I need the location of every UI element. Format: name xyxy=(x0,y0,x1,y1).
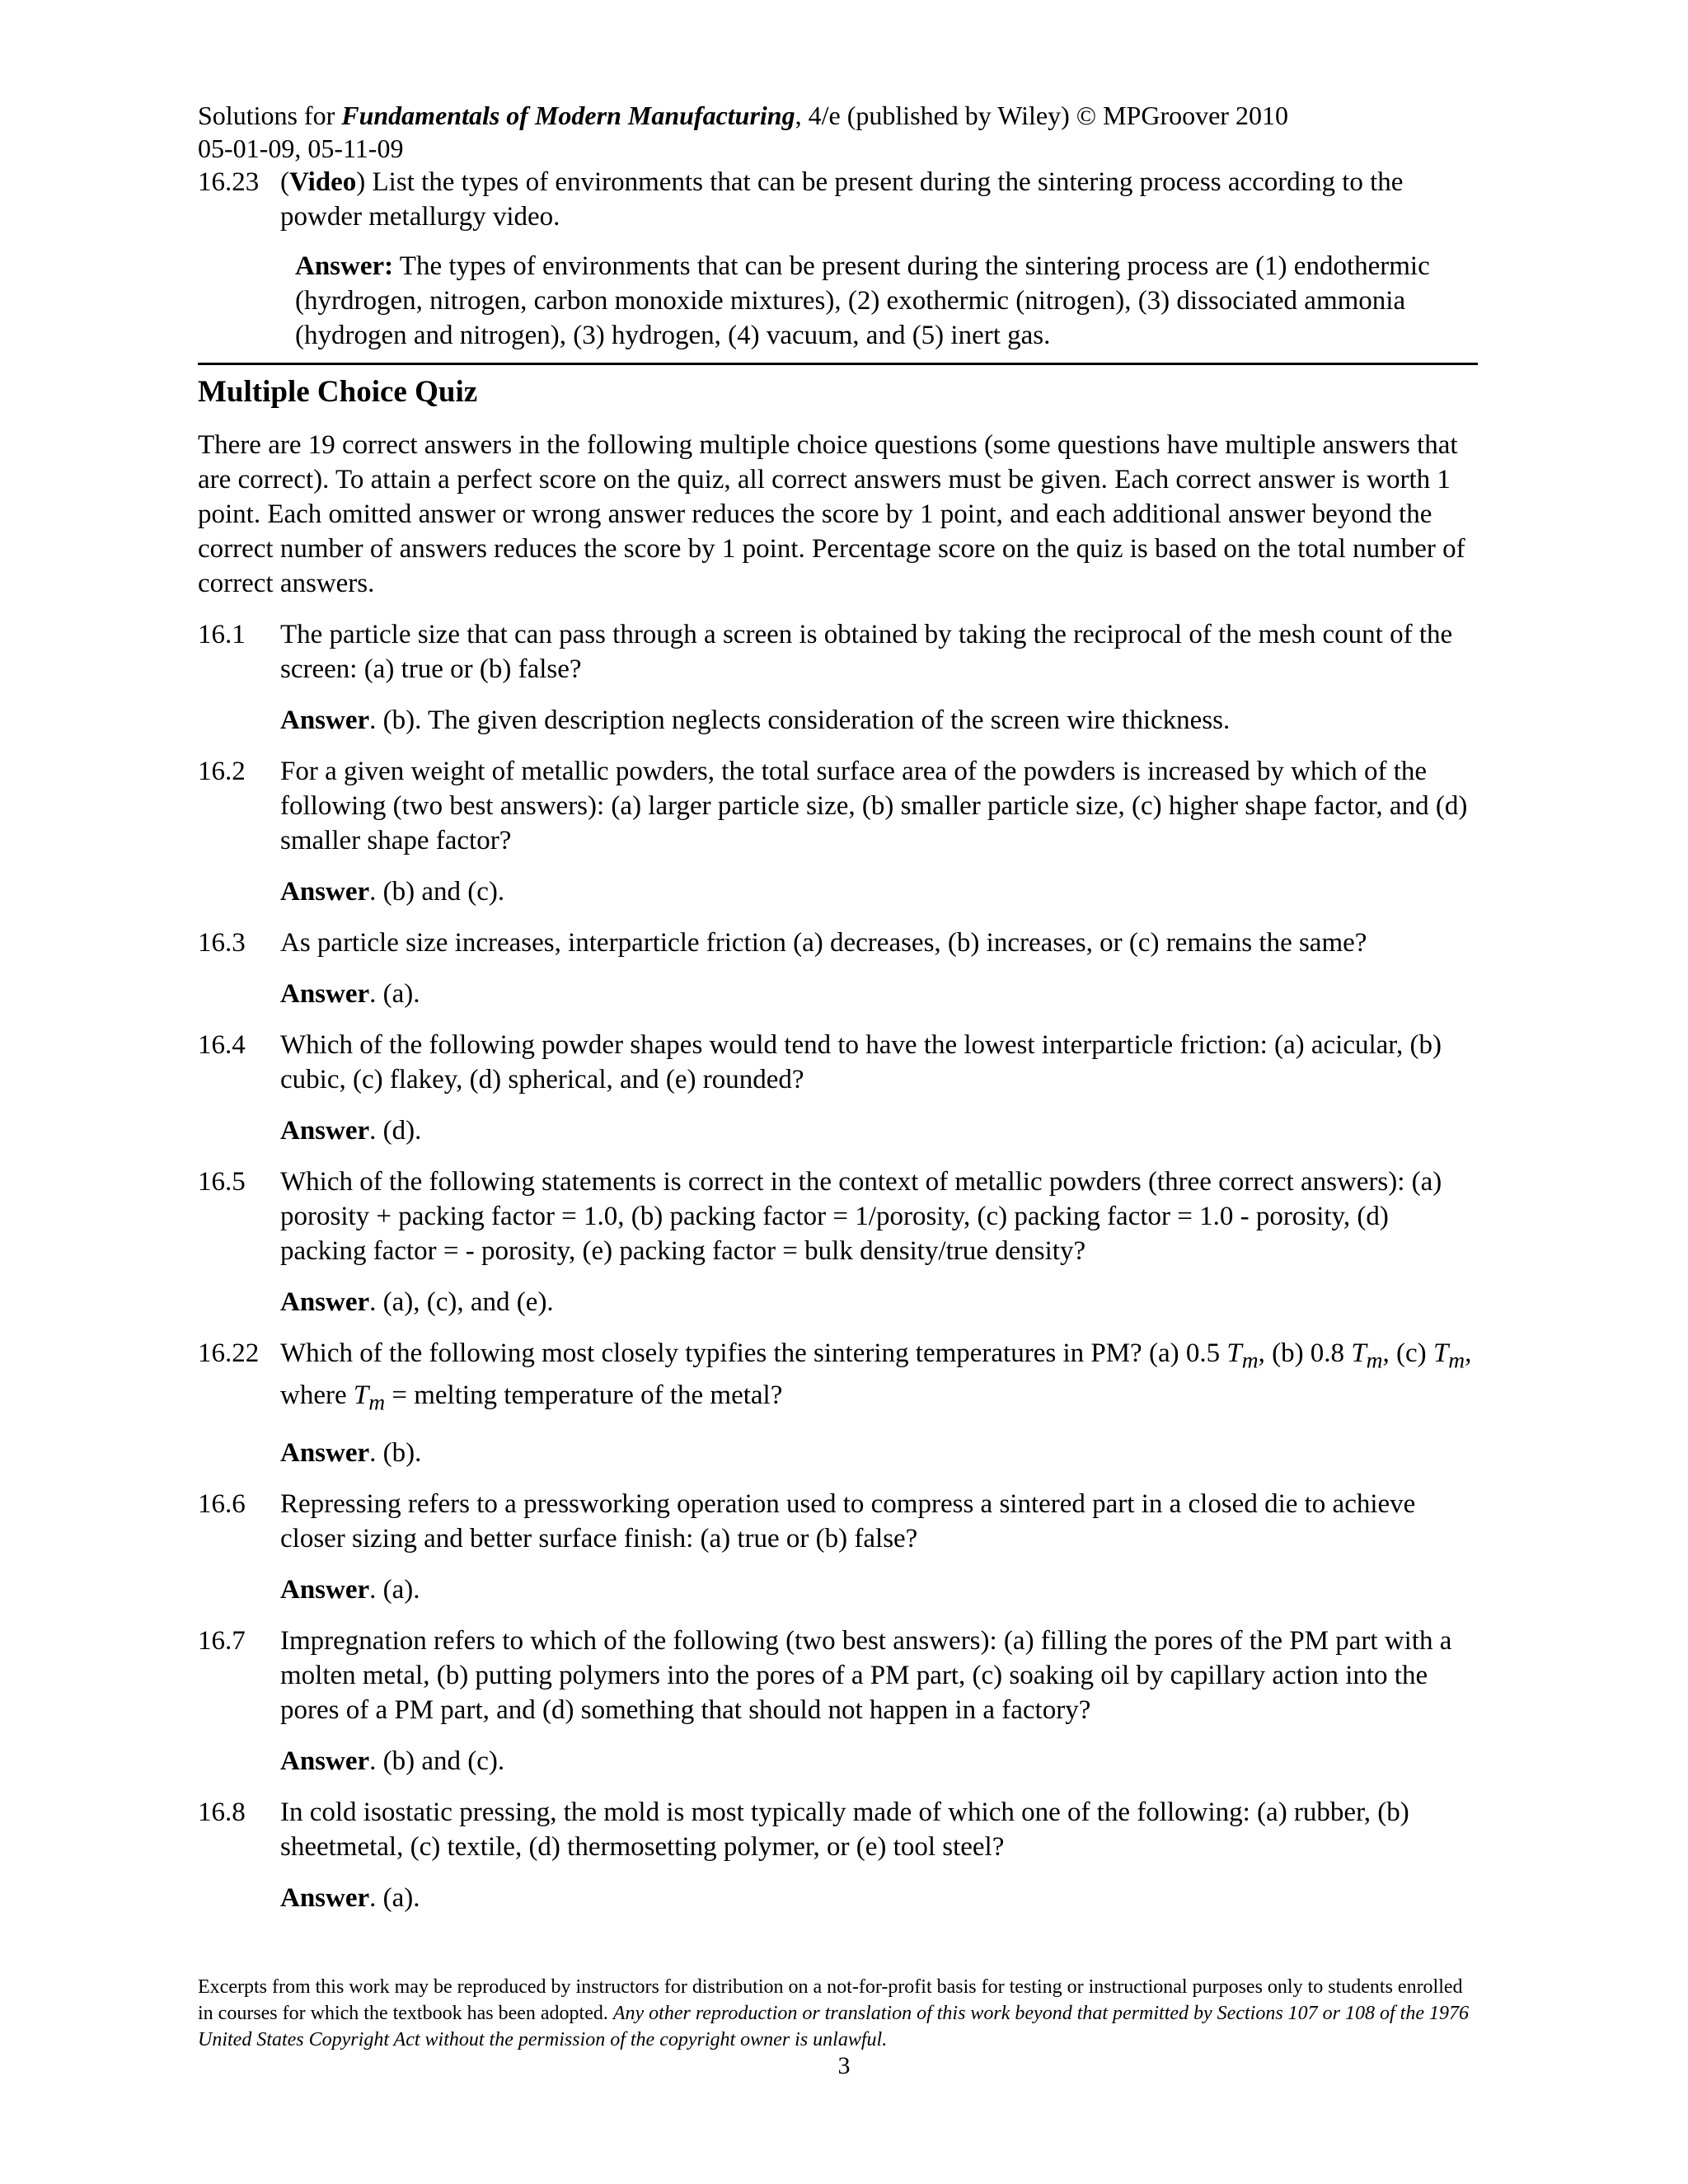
question-number: 16.4 xyxy=(198,1030,246,1060)
book-title: Fundamentals of Modern Manufacturing xyxy=(341,101,795,130)
answer-text: . (b) and (c). xyxy=(369,877,505,907)
question-text: Impregnation refers to which of the following (two best answers): (a) filling the pores of the PM part with a molten metal, (b) putting polymers into the pores of a PM part, (c) soaking oil by capillary action into the pores of a PM part, and (d) something that should not happen in a factory? xyxy=(280,1626,1452,1726)
document-page xyxy=(198,99,1478,1932)
answer xyxy=(280,977,1478,1011)
footer-notice: Excerpts from this work may be reproduced by instructors for distribution on a not-for-profit basis for testing or instructional purposes only to students enrolled in courses for which the textbook has been adopted. xyxy=(198,1976,1463,2024)
answer-label: Answer xyxy=(280,705,370,735)
answer-text: . (b). xyxy=(369,1438,422,1469)
video-tag: Video xyxy=(289,167,357,197)
answer-text: The types of environments that can be present during the sintering process are (1) endothermic (hyrdrogen, nitrogen, carbon monoxide mixtures), (2) exothermic (nitrogen), (3) dissociated ammonia (hydrogen and nitrogen), (3) hydrogen, (4) vacuum, and (5) inert gas. xyxy=(295,251,1430,350)
question-number: 16.7 xyxy=(198,1626,246,1657)
question-number: 16.1 xyxy=(198,620,246,649)
question-16-22 xyxy=(198,1336,1478,1470)
question-text: Which of the following most closely typifies the sintering temperatures in PM? (a) 0.5 $T_m$, (b) 0.8 $T_m$, (c) $T_m$, where $T_m$ = melting temperature of the metal? xyxy=(280,1338,1472,1415)
question-16-4 xyxy=(198,1028,1478,1148)
question-16-7 xyxy=(198,1624,1478,1779)
answer-text: . (b). The given description neglects consideration of the screen wire thickness. xyxy=(369,705,1231,735)
answer xyxy=(295,249,1478,353)
answer-label: Answer xyxy=(280,1883,370,1914)
answer-label: Answer xyxy=(280,877,370,907)
question-16-6 xyxy=(198,1487,1478,1607)
answer-text: . (a). xyxy=(369,979,420,1009)
answer xyxy=(280,1113,1478,1148)
question-16-5 xyxy=(198,1165,1478,1319)
question-16-23 xyxy=(198,165,1478,353)
running-header xyxy=(198,99,1478,165)
answer xyxy=(280,1744,1478,1779)
question-number: 16.6 xyxy=(198,1489,246,1520)
answer-text: . (a). xyxy=(369,1575,420,1605)
answer xyxy=(280,1436,1478,1470)
answer xyxy=(280,1285,1478,1319)
answer-label: Answer xyxy=(280,979,370,1009)
answer-label: Answer xyxy=(280,1287,370,1317)
question-number: 16.5 xyxy=(198,1167,246,1197)
header-suffix: , 4/e (published by Wiley) © MPGroover 2010 xyxy=(795,101,1288,130)
tm-symbol: $T_m$ xyxy=(353,1380,386,1415)
answer-text: . (a), (c), and (e). xyxy=(369,1287,554,1317)
question-16-1 xyxy=(198,617,1478,738)
tm-symbol: $T_m$ xyxy=(1351,1338,1383,1373)
header-prefix: Solutions for xyxy=(198,101,342,130)
question-number: 16.2 xyxy=(198,757,246,786)
answer-label: Answer xyxy=(280,1575,370,1605)
footer-warning: Any other reproduction or translation of this work beyond that permitted by Sections 107 or 108 of the 1976 United States Copyright Act without the permission of the copyright owner is unlawful. xyxy=(198,2003,1469,2050)
answer-text: . (b) and (c). xyxy=(369,1746,505,1777)
question-text: In cold isostatic pressing, the mold is most typically made of which one of the following: (a) rubber, (b) sheetmetal, (c) textile, (d) thermosetting polymer, or (e) tool steel? xyxy=(280,1797,1409,1863)
question-16-3 xyxy=(198,926,1478,1011)
answer-label: Answer xyxy=(280,1438,370,1469)
answer xyxy=(280,703,1478,738)
answer-text: . (d). xyxy=(369,1116,422,1146)
answer-text: . (a). xyxy=(369,1883,420,1914)
answer-label: Answer xyxy=(280,1116,370,1146)
question-text: For a given weight of metallic powders, the total surface area of the powders is increased by which of the following (two best answers): (a) larger particle size, (b) smaller particle size, (c) higher shape factor, and (d) smaller shape factor? xyxy=(280,757,1468,855)
quiz-intro: There are 19 correct answers in the following multiple choice questions (some questions have multiple answers that are correct). To attain a perfect score on the quiz, all correct answers must be given. Each correct answer is worth 1 point. Each omitted answer or wrong answer reduces the score by 1 point, and each additional answer beyond the correct number of answers reduces the score by 1 point. Percentage score on the quiz is based on the total number of correct answers. xyxy=(198,430,1465,598)
question-text: As particle size increases, interparticle friction (a) decreases, (b) increases, or (c) remains the same? xyxy=(280,928,1367,958)
header-dates: 05-01-09, 05-11-09 xyxy=(198,134,404,163)
tm-symbol: $T_m$ xyxy=(1432,1338,1465,1373)
question-16-2 xyxy=(198,754,1478,909)
copyright-footer xyxy=(198,1974,1478,2053)
question-text: The particle size that can pass through a screen is obtained by taking the reciprocal of the mesh count of the screen: (a) true or (b) false? xyxy=(280,620,1453,684)
question-number: 16.22 xyxy=(198,1338,260,1368)
answer xyxy=(280,1572,1478,1607)
tm-symbol: $T_m$ xyxy=(1226,1338,1259,1373)
header-line-1 xyxy=(198,99,1478,132)
answer xyxy=(280,874,1478,909)
question-text: Which of the following statements is correct in the context of metallic powders (three correct answers): (a) porosity + packing factor = 1.0, (b) packing factor = 1/porosity, (c) packing factor = 1.0 - porosity, (d) packing factor = - porosity, (e) packing factor = bulk density/true density? xyxy=(280,1167,1442,1266)
question-text: Which of the following powder shapes would tend to have the lowest interparticle friction: (a) acicular, (b) cubic, (c) flakey, (d) spherical, and (e) rounded? xyxy=(280,1030,1442,1094)
question-number: 16.23 xyxy=(198,167,260,197)
answer xyxy=(280,1881,1478,1915)
question-16-8 xyxy=(198,1795,1478,1915)
question-number: 16.3 xyxy=(198,928,246,958)
question-number: 16.8 xyxy=(198,1797,246,1828)
page-number: 3 xyxy=(837,2052,851,2079)
section-title: Multiple Choice Quiz xyxy=(198,375,478,409)
answer-label: Answer: xyxy=(295,251,394,281)
question-text: (Video) List the types of environments that can be present during the sintering process according to the powder metallurgy video. xyxy=(280,167,1404,232)
question-text: Repressing refers to a pressworking operation used to compress a sintered part in a closed die to achieve closer sizing and better surface finish: (a) true or (b) false? xyxy=(280,1489,1416,1554)
section-divider xyxy=(198,363,1478,365)
answer-label: Answer xyxy=(280,1746,370,1777)
